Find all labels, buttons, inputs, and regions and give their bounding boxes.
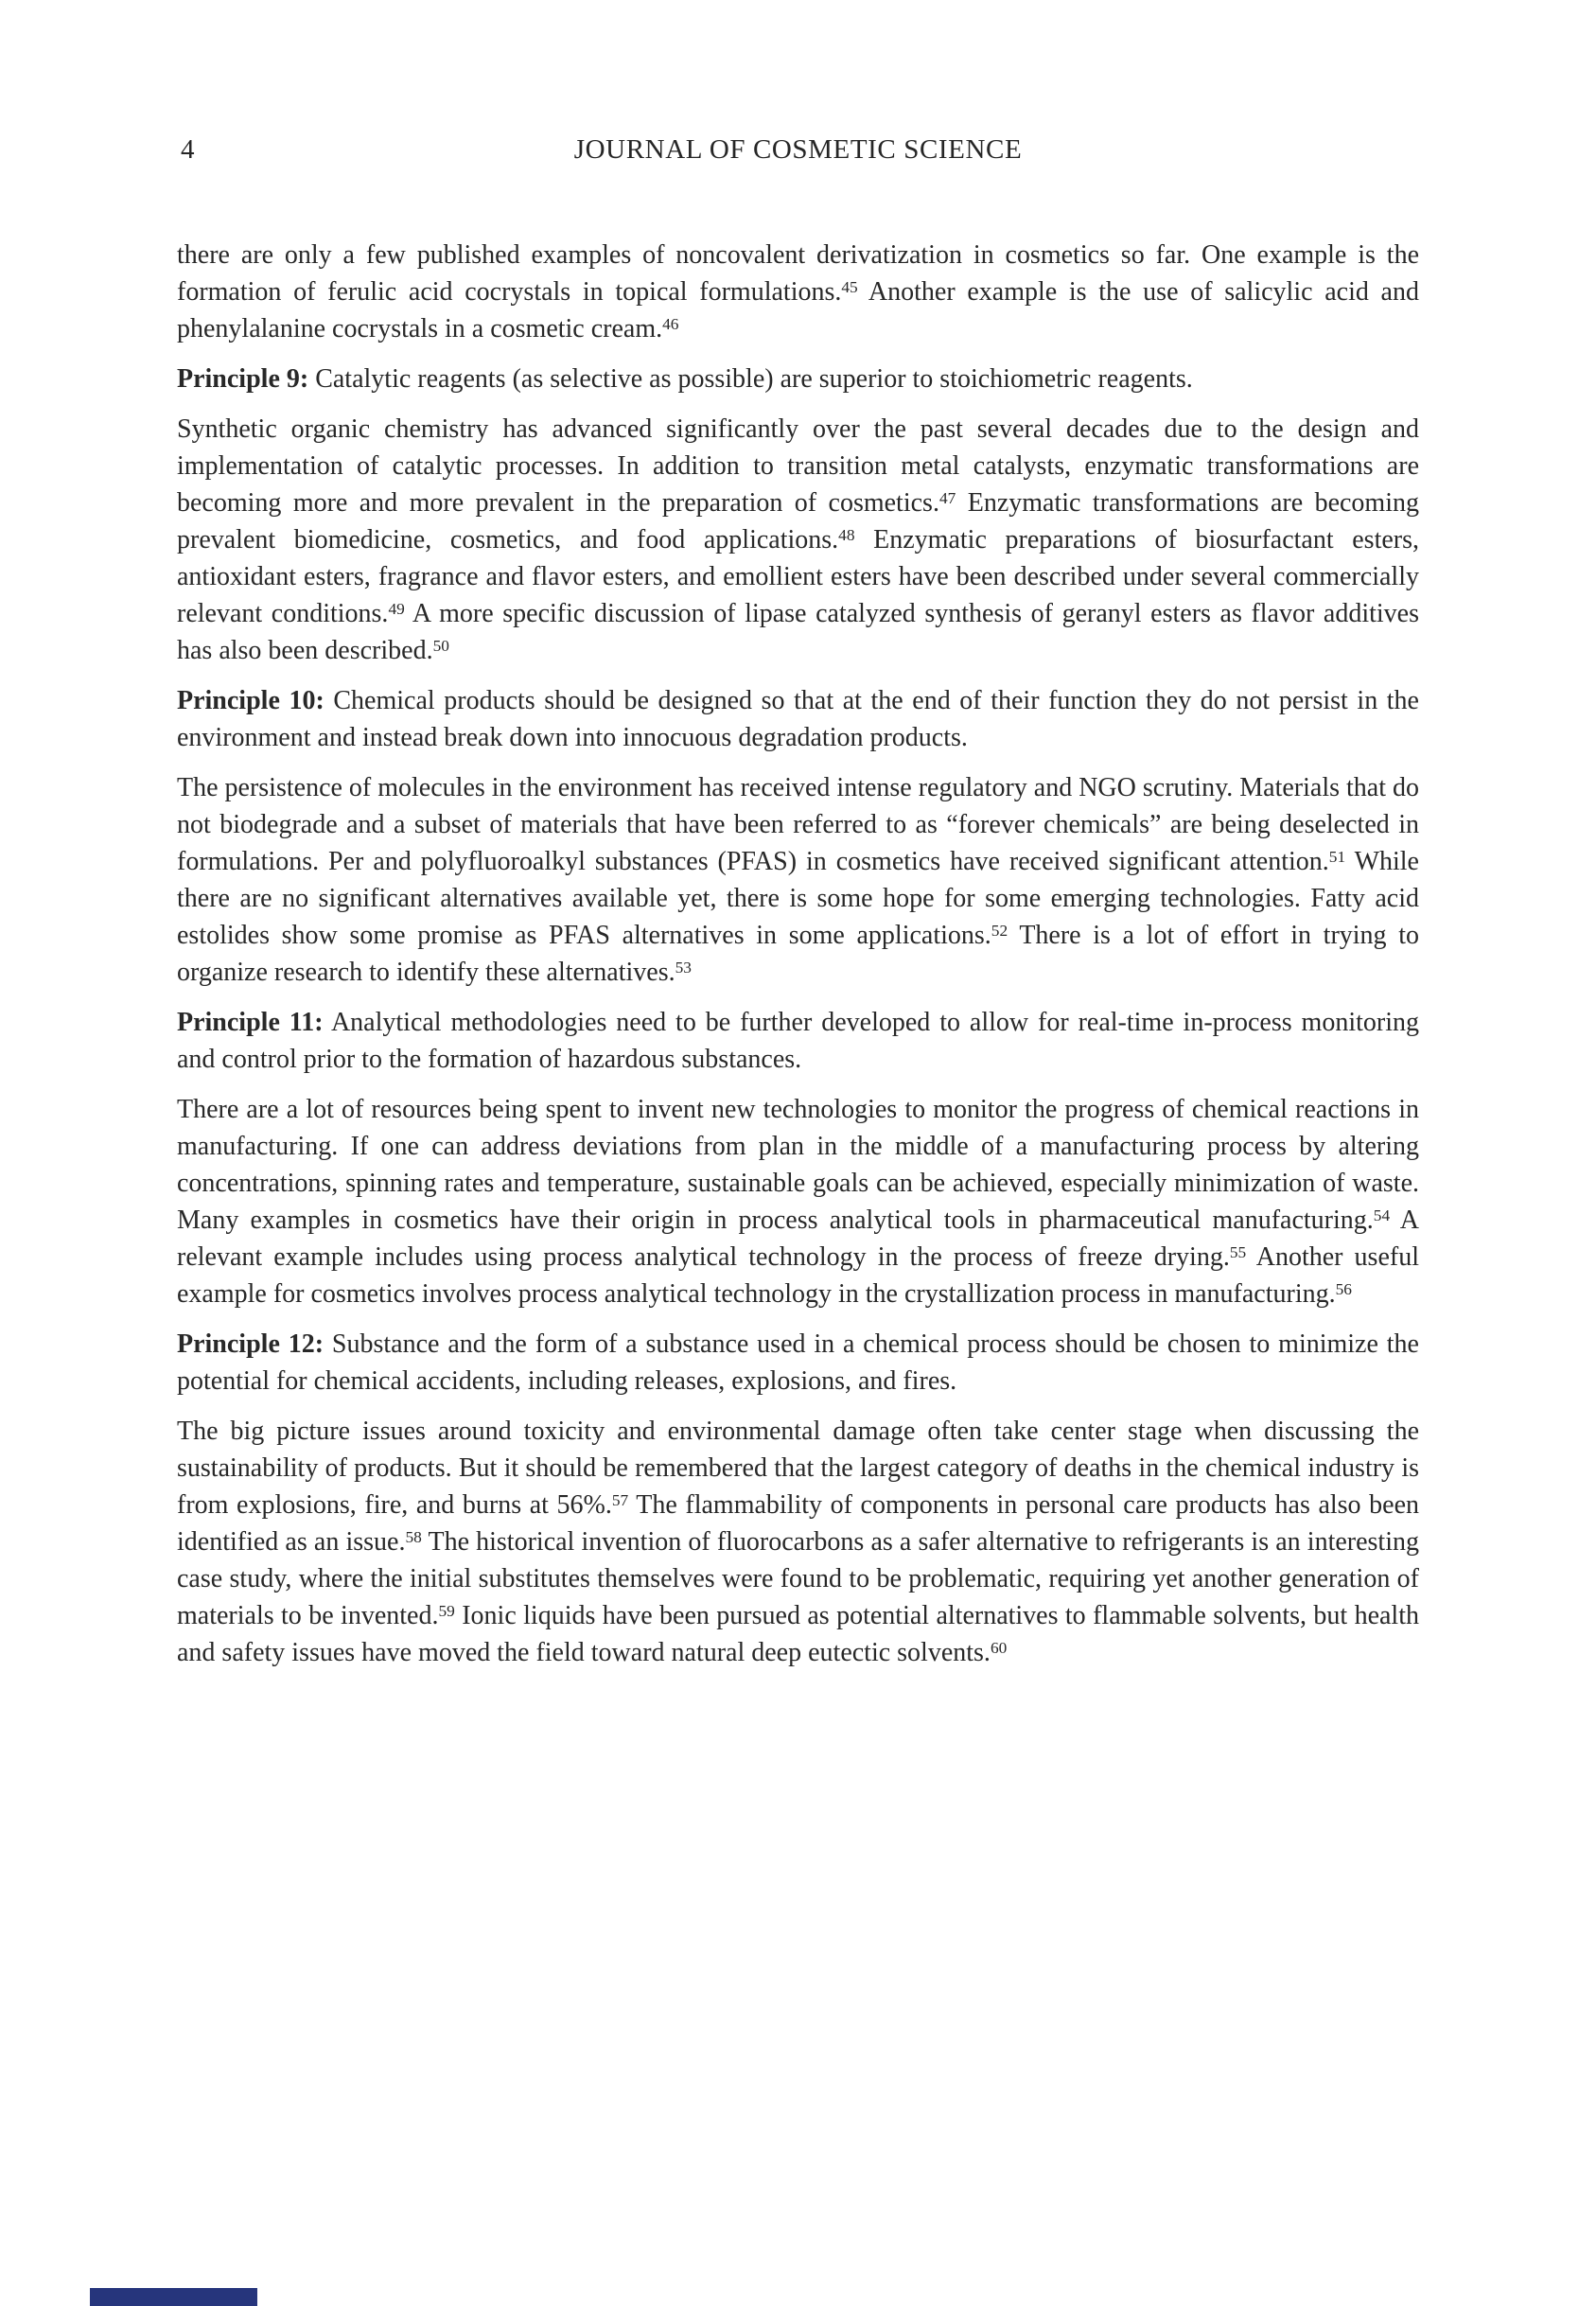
footnote-ref: 46 bbox=[662, 315, 679, 334]
page-header bbox=[177, 131, 1419, 168]
text-run: Analytical methodologies need to be further developed to allow for real-time in-process monitoring and control prior to the formation of hazardous substances. bbox=[177, 1008, 1419, 1074]
text-run: Catalytic reagents (as selective as possible) are superior to stoichiometric reagents. bbox=[308, 364, 1193, 394]
footnote-ref: 53 bbox=[675, 959, 692, 977]
principle-paragraph bbox=[177, 682, 1419, 756]
bottom-left-mark bbox=[90, 2288, 257, 2306]
text-run: While there are no significant alternatives available yet, there is some hope for some emerging technologies. Fatty acid estolides show some promise as PFAS alternatives in some applications. bbox=[177, 847, 1419, 950]
footnote-ref: 56 bbox=[1335, 1280, 1352, 1299]
text-run: Substance and the form of a substance used in a chemical process should be chosen to minimize the potential for chemical accidents, including releases, explosions, and fires. bbox=[177, 1329, 1419, 1396]
text-run: The historical invention of fluorocarbons as a safer alternative to refrigerants is an interesting case study, where the initial substitutes themselves were found to be problematic, requiring yet another generation of materials to be invented. bbox=[177, 1527, 1419, 1630]
footnote-ref: 54 bbox=[1373, 1206, 1391, 1225]
page-number: 4 bbox=[181, 134, 195, 165]
principle-label: Principle 9: bbox=[177, 364, 309, 394]
text-run: A relevant example includes using process analytical technology in the process of freeze drying. bbox=[177, 1206, 1419, 1272]
text-run: there are only a few published examples of noncovalent derivatization in cosmetics so far. One example is the formation of ferulic acid cocrystals in topical formulations. bbox=[177, 240, 1419, 307]
text-run: Ionic liquids have been pursued as potential alternatives to flammable solvents, but health and safety issues have moved the field toward natural deep eutectic solvents. bbox=[177, 1601, 1419, 1667]
text-run: Enzymatic preparations of biosurfactant esters, antioxidant esters, fragrance and flavor esters, and emollient esters have been described under several commercially relevant conditions. bbox=[177, 525, 1419, 628]
text-run: There is a lot of effort in trying to organize research to identify these alternatives. bbox=[177, 921, 1419, 987]
footnote-ref: 47 bbox=[938, 489, 956, 508]
text-run: Another example is the use of salicylic acid and phenylalanine cocrystals in a cosmetic cream. bbox=[177, 277, 1419, 343]
footnote-ref: 58 bbox=[405, 1528, 422, 1547]
text-run: Synthetic organic chemistry has advanced significantly over the past several decades due to the design and implementation of catalytic processes. In addition to transition metal catalysts, enzymatic transformations are becoming more and more prevalent in the preparation of cosmetics. bbox=[177, 414, 1419, 518]
principle-paragraph bbox=[177, 1326, 1419, 1399]
footnote-ref: 59 bbox=[438, 1602, 455, 1621]
principle-label: Principle 10: bbox=[177, 686, 324, 715]
page-body bbox=[177, 237, 1419, 1671]
footnote-ref: 50 bbox=[432, 637, 449, 656]
footnote-ref: 60 bbox=[990, 1639, 1008, 1658]
text-run: The flammability of components in personal care products has also been identified as an issue. bbox=[177, 1490, 1419, 1557]
text-run: Chemical products should be designed so that at the end of their function they do not persist in the environment and instead break down into innocuous degradation products. bbox=[177, 686, 1419, 752]
body-paragraph bbox=[177, 411, 1419, 669]
principle-label: Principle 12: bbox=[177, 1329, 324, 1359]
principle-label: Principle 11: bbox=[177, 1008, 324, 1037]
footnote-ref: 49 bbox=[388, 600, 405, 619]
footnote-ref: 57 bbox=[611, 1491, 629, 1510]
text-run: Enzymatic transformations are becoming prevalent biomedicine, cosmetics, and food applications. bbox=[177, 488, 1419, 554]
text-run: A more specific discussion of lipase catalyzed synthesis of geranyl esters as flavor additives has also been described. bbox=[177, 599, 1419, 665]
body-paragraph bbox=[177, 769, 1419, 991]
footnote-ref: 45 bbox=[841, 278, 858, 297]
footnote-ref: 55 bbox=[1229, 1243, 1247, 1262]
text-run: The persistence of molecules in the environment has received intense regulatory and NGO scrutiny. Materials that do not biodegrade and a subset of materials that have been referred to as “forever chemicals” are being deselected in formulations. Per and polyfluoroalkyl substances (PFAS) in cosmetics have received significant attention. bbox=[177, 773, 1419, 876]
body-paragraph bbox=[177, 237, 1419, 347]
text-run: The big picture issues around toxicity and environmental damage often take center stage when discussing the sustainability of products. But it should be remembered that the largest category of deaths in the chemical industry is from explosions, fire, and burns at 56%. bbox=[177, 1417, 1419, 1520]
text-run: Another useful example for cosmetics involves process analytical technology in the crystallization process in manufacturing. bbox=[177, 1242, 1419, 1309]
text-run: There are a lot of resources being spent to invent new technologies to monitor the progress of chemical reactions in manufacturing. If one can address deviations from plan in the middle of a manufacturing process by altering concentrations, spinning rates and temperature, sustainable goals can be achieved, especially minimization of waste. Many examples in cosmetics have their origin in process analytical tools in pharmaceutical manufacturing. bbox=[177, 1095, 1419, 1235]
running-head: JOURNAL OF COSMETIC SCIENCE bbox=[573, 134, 1023, 165]
body-paragraph bbox=[177, 1413, 1419, 1671]
principle-paragraph bbox=[177, 361, 1419, 397]
body-paragraph bbox=[177, 1091, 1419, 1312]
footnote-ref: 52 bbox=[991, 922, 1008, 941]
principle-paragraph bbox=[177, 1004, 1419, 1078]
footnote-ref: 48 bbox=[838, 526, 855, 545]
footnote-ref: 51 bbox=[1328, 848, 1346, 867]
